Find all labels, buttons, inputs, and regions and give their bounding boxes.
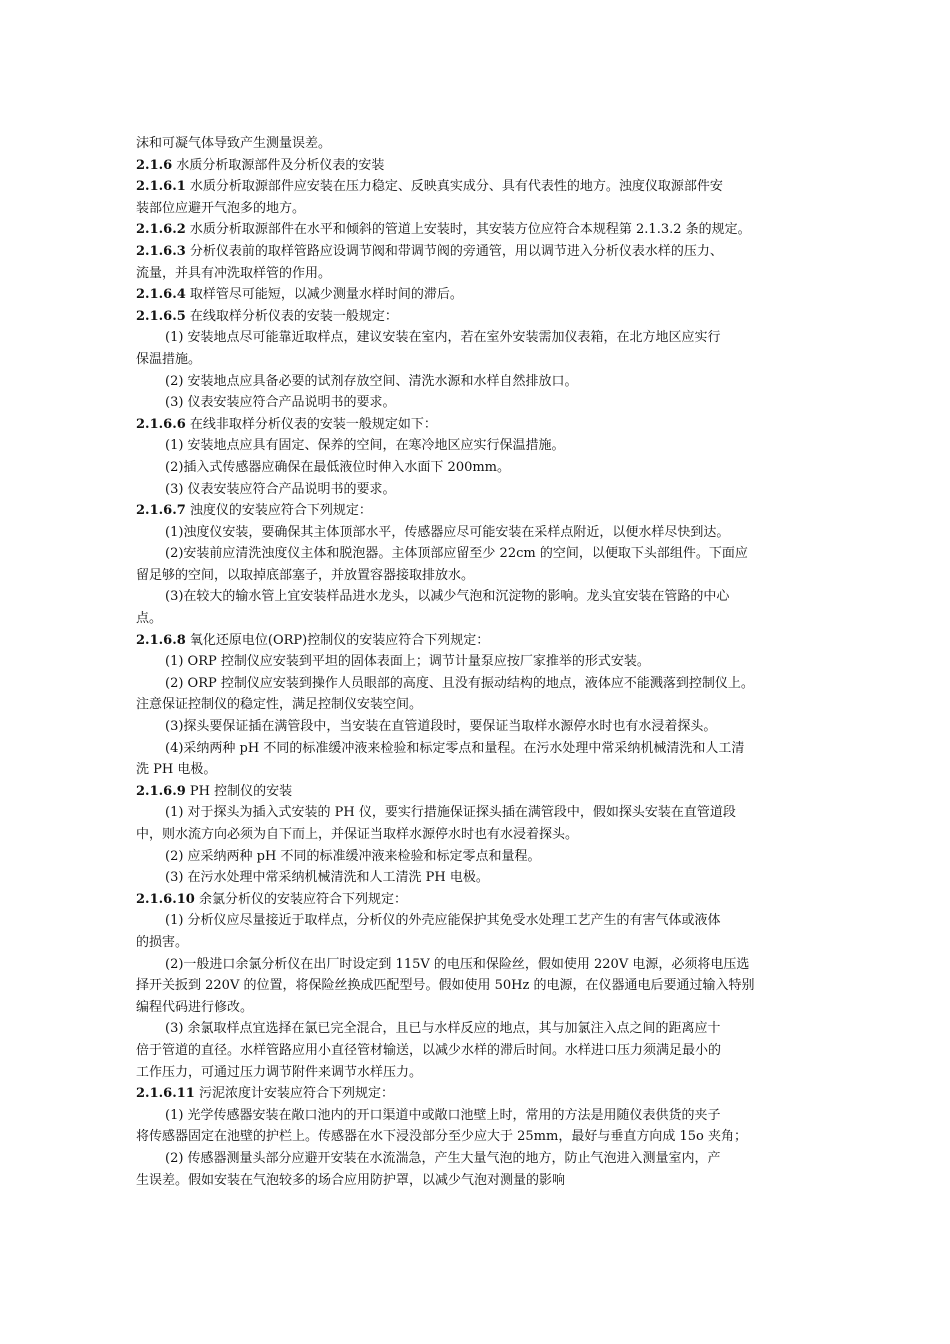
line-text: 污泥浓度计安装应符合下列规定： bbox=[194, 1086, 394, 1102]
text-line bbox=[136, 392, 842, 414]
line-text: 编程代码进行修改。 bbox=[136, 999, 254, 1015]
line-text: (1) 分析仪应尽量接近于取样点，分析仪的外壳应能保护其免受水处理工艺产生的有害气体或液体 bbox=[165, 913, 721, 929]
line-text: 水质分析取源部件在水平和倾斜的管道上安装时，其安装方位应符合本规程第 2.1.3.2 条的规定。 bbox=[185, 222, 751, 238]
text-line bbox=[136, 435, 842, 457]
text-line bbox=[136, 284, 842, 306]
text-line bbox=[136, 198, 842, 220]
text-line bbox=[136, 889, 842, 911]
text-line bbox=[136, 846, 842, 868]
line-text: 取样管尽可能短，以减少测量水样时间的滞后。 bbox=[185, 287, 463, 303]
line-text: 择开关扳到 220V 的位置，将保险丝换成匹配型号。假如使用 50Hz 的电源，在仪器通电后要通过输入特别 bbox=[136, 978, 755, 994]
line-text: 保温措施。 bbox=[136, 351, 202, 367]
line-text: 在线非取样分析仪表的安装一般规定如下： bbox=[185, 416, 437, 432]
line-text: (2) ORP 控制仪应安装到操作人员眼部的高度、且没有振动结构的地点，液体应不能溅落到控制仪上。 bbox=[165, 675, 754, 691]
line-text: (3) 余氯取样点宜选择在氯已完全混合，且已与水样反应的地点，其与加氯注入点之间的距离应十 bbox=[165, 1021, 721, 1037]
section-number: 2.1.6.10 bbox=[136, 891, 195, 907]
text-line bbox=[136, 716, 842, 738]
line-text: (3)探头要保证插在满管段中，当安装在直管道段时，要保证当取样水源停水时也有水浸着探头。 bbox=[165, 719, 717, 735]
text-line bbox=[136, 954, 842, 976]
text-line bbox=[136, 1083, 842, 1105]
text-line bbox=[136, 241, 842, 263]
line-text: (1) ORP 控制仪应安装到平坦的固体表面上；调节计量泵应按厂家推举的形式安装。 bbox=[165, 654, 650, 670]
line-text: 将传感器固定在池壁的护栏上。传感器在水下浸没部分至少应大于 25mm，最好与垂直方向成 15o 夹角； bbox=[136, 1129, 747, 1145]
text-line bbox=[136, 932, 842, 954]
line-text: 点。 bbox=[136, 611, 163, 627]
text-line bbox=[136, 738, 842, 760]
line-text: (3) 仪表安装应符合产品说明书的要求。 bbox=[165, 481, 396, 497]
section-number: 2.1.6.3 bbox=[136, 243, 186, 259]
text-line bbox=[136, 1062, 842, 1084]
text-line bbox=[136, 759, 842, 781]
line-text: (1) 安装地点尽可能靠近取样点，建议安装在室内，若在室外安装需加仪表箱，在北方地区应实行 bbox=[165, 330, 721, 346]
text-line bbox=[136, 651, 842, 673]
text-line bbox=[136, 327, 842, 349]
line-text: 洗 PH 电极。 bbox=[136, 762, 217, 778]
text-line bbox=[136, 219, 842, 241]
line-text: (2)插入式传感器应确保在最低液位时伸入水面下 200mm。 bbox=[165, 459, 511, 475]
text-line bbox=[136, 867, 842, 889]
line-text: 水质分析取源部件及分析仪表的安装 bbox=[172, 157, 385, 173]
section-number: 2.1.6.9 bbox=[136, 783, 186, 799]
text-line bbox=[136, 371, 842, 393]
line-text: 浊度仪的安装应符合下列规定： bbox=[185, 503, 372, 519]
line-text: 留足够的空间，以取掉底部塞子，并放置容器接取排放水。 bbox=[136, 567, 475, 583]
line-text: (2)一般进口余氯分析仪在出厂时设定到 115V 的电压和保险丝，假如使用 220V 电源，必须将电压选 bbox=[165, 956, 750, 972]
text-line bbox=[136, 997, 842, 1019]
section-number: 2.1.6.11 bbox=[136, 1086, 195, 1102]
text-line bbox=[136, 479, 842, 501]
text-line bbox=[136, 306, 842, 328]
line-text: 的损害。 bbox=[136, 934, 189, 950]
text-line bbox=[136, 349, 842, 371]
text-line bbox=[136, 673, 842, 695]
text-line bbox=[136, 176, 842, 198]
text-line bbox=[136, 263, 842, 285]
line-text: (2)安装前应清洗浊度仪主体和脱泡器。主体顶部应留至少 22cm 的空间，以便取下头部组件。下面应 bbox=[165, 546, 748, 562]
section-number: 2.1.6.1 bbox=[136, 179, 186, 195]
line-text: (2) 传感器测量头部分应避开安装在水流湍急，产生大量气泡的地方，防止气泡进入测量室内，产 bbox=[165, 1150, 721, 1166]
text-line bbox=[136, 1148, 842, 1170]
section-number: 2.1.6.8 bbox=[136, 632, 186, 648]
text-line bbox=[136, 155, 842, 177]
text-line bbox=[136, 824, 842, 846]
line-text: 流量，并具有冲洗取样管的作用。 bbox=[136, 265, 332, 281]
line-text: 中，则水流方向必须为自下而上，并保证当取样水源停水时也有水浸着探头。 bbox=[136, 827, 579, 842]
section-number: 2.1.6.5 bbox=[136, 308, 186, 324]
text-line bbox=[136, 630, 842, 652]
document-body bbox=[136, 133, 842, 1191]
line-text: (2) 安装地点应具备必要的试剂存放空间、清洗水源和水样自然排放口。 bbox=[165, 373, 578, 389]
text-line bbox=[136, 781, 842, 803]
section-number: 2.1.6.7 bbox=[136, 503, 186, 519]
text-line bbox=[136, 802, 842, 824]
line-text: PH 控制仪的安装 bbox=[185, 783, 293, 799]
section-number: 2.1.6 bbox=[136, 157, 173, 173]
line-text: 装部位应避开气泡多的地方。 bbox=[136, 200, 306, 216]
section-number: 2.1.6.4 bbox=[136, 287, 186, 303]
text-line bbox=[136, 133, 842, 155]
text-line bbox=[136, 694, 842, 716]
text-line bbox=[136, 586, 842, 608]
text-line bbox=[136, 1105, 842, 1127]
text-line bbox=[136, 457, 842, 479]
line-text: 水质分析取源部件应安装在压力稳定、反映真实成分、具有代表性的地方。浊度仪取源部件安 bbox=[185, 179, 723, 195]
section-number: 2.1.6.6 bbox=[136, 416, 186, 432]
line-text: (3) 仪表安装应符合产品说明书的要求。 bbox=[165, 395, 396, 411]
text-line bbox=[136, 522, 842, 544]
line-text: 在线取样分析仪表的安装一般规定： bbox=[185, 308, 398, 324]
line-text: 倍于管道的直径。水样管路应用小直径管材输送，以减少水样的滞后时间。水样进口压力须满足最小的 bbox=[136, 1042, 722, 1058]
text-line bbox=[136, 910, 842, 932]
text-line bbox=[136, 1018, 842, 1040]
line-text: 注意保证控制仪的稳定性，满足控制仪安装空间。 bbox=[136, 697, 423, 713]
line-text: (2) 应采纳两种 pH 不同的标准缓冲液来检验和标定零点和量程。 bbox=[165, 848, 541, 864]
text-line bbox=[136, 414, 842, 436]
line-text: 分析仪表前的取样管路应设调节阀和带调节阀的旁通管，用以调节进入分析仪表水样的压力、 bbox=[185, 243, 723, 259]
line-text: 生误差。假如安装在气泡较多的场合应用防护罩，以减少气泡对测量的影响 bbox=[136, 1172, 566, 1188]
text-line bbox=[136, 543, 842, 565]
text-line bbox=[136, 565, 842, 587]
text-line bbox=[136, 1170, 842, 1192]
line-text: 沫和可凝气体导致产生测量误差。 bbox=[136, 136, 332, 151]
text-line bbox=[136, 1040, 842, 1062]
line-text: (1) 安装地点应具有固定、保养的空间，在寒冷地区应实行保温措施。 bbox=[165, 438, 565, 454]
section-number: 2.1.6.2 bbox=[136, 222, 186, 238]
line-text: 氧化还原电位(ORP)控制仪的安装应符合下列规定： bbox=[185, 632, 490, 648]
text-line bbox=[136, 975, 842, 997]
line-text: (1)浊度仪安装，要确保其主体顶部水平，传感器应尽可能安装在采样点附近，以便水样尽快到达。 bbox=[165, 524, 730, 540]
line-text: (3)在较大的输水管上宜安装样品进水龙头，以减少气泡和沉淀物的影响。龙头宜安装在管路的中心 bbox=[165, 589, 730, 605]
text-line bbox=[136, 1126, 842, 1148]
line-text: (1) 光学传感器安装在敞口池内的开口渠道中或敞口池壁上时，常用的方法是用随仪表供货的夹子 bbox=[165, 1107, 721, 1123]
text-line bbox=[136, 500, 842, 522]
line-text: 工作压力，可通过压力调节附件来调节水样压力。 bbox=[136, 1064, 423, 1080]
line-text: (1) 对于探头为插入式安装的 PH 仪，要实行措施保证探头插在满管段中，假如探头安装在直管道段 bbox=[165, 805, 736, 821]
line-text: (4)采纳两种 pH 不同的标准缓冲液来检验和标定零点和量程。在污水处理中常采纳机械清洗和人工清 bbox=[165, 740, 745, 756]
line-text: 余氯分析仪的安装应符合下列规定： bbox=[194, 891, 407, 907]
line-text: (3) 在污水处理中常采纳机械清洗和人工清洗 PH 电极。 bbox=[165, 870, 489, 886]
text-line bbox=[136, 608, 842, 630]
